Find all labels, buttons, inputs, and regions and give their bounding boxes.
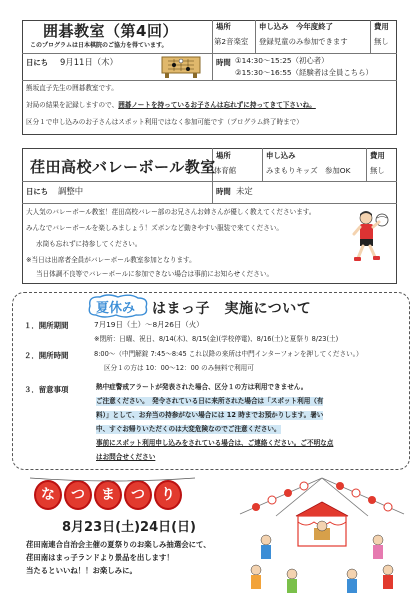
- matsuri-date: 8月23日(土)24日(日): [62, 520, 196, 535]
- go-class-subtitle: このプログラムは日本棋院のご協力を得ています。: [30, 42, 168, 49]
- summer-section-3-line-1: 熱中症警戒アラートが発表された場合、区分１の方は利用できません。: [96, 383, 308, 391]
- summer-section-3-label: ３．留意事項: [24, 385, 69, 394]
- volleyball-time-label: 時間: [216, 187, 231, 196]
- go-note-2: 対局の結果を記録しますので、囲碁ノートを持っているお子さんは忘れずに持ってきて下さいね。: [26, 101, 316, 109]
- go-board-illustration: [160, 55, 202, 79]
- volleyball-fee-label: 費用: [370, 151, 385, 160]
- volleyball-fee-value: 無し: [370, 166, 385, 175]
- go-place-label: 場所: [216, 22, 231, 31]
- volleyball-date-label: 日にち: [26, 187, 49, 196]
- go-fee-label: 費用: [374, 22, 389, 31]
- festival-illustration: [236, 474, 408, 598]
- summer-section-3-line-3: 料）」として、お弁当の持参がない場合には 12 時までお預かりします。暑い: [96, 411, 324, 419]
- go-fee-value: 無し: [374, 37, 389, 46]
- volleyball-note-1: 大人気のバレーボール教室！荏田高校バレー部のお兄さんお姉さんが優しく教えてくださいます。: [26, 208, 316, 216]
- summer-section-3-line-2: ご注意ください。 発令されている日に来所された場合は「スポット利用（有: [96, 397, 324, 405]
- matsuri-lantern-3: ま: [94, 480, 122, 510]
- matsuri-line-3: 当たるといいね！！お楽しみに。: [26, 566, 137, 575]
- volleyball-note-2: みんなでバレーボールを楽しみましょう！ズボンなど動きやすい服装で来てください。: [26, 224, 284, 232]
- go-date-label: 日にち: [26, 58, 49, 67]
- go-note-1: 熊坂直子先生の囲碁教室です。: [26, 84, 118, 92]
- volleyball-apply-value: みまもりキッズ 参加OK: [266, 166, 351, 175]
- summer-section-3-line-4: 中、すぐお帰りいただくのは大変危険なのでご注意ください。: [96, 425, 281, 433]
- summer-section-2-label: ２．開所時間: [24, 351, 69, 360]
- matsuri-lantern-4: つ: [124, 480, 152, 510]
- volleyball-player-illustration: [348, 206, 398, 264]
- go-date-value: 9月11日（木）: [60, 57, 118, 67]
- summer-section-2-note: 区分１の方は 10：00～12：00 のみ無料で利用可: [104, 364, 254, 372]
- volleyball-title: 荏田高校バレーボール教室: [30, 158, 216, 176]
- go-note-3: 区分１で申し込みのお子さんはスポット利用ではなく参加可能です（プログラム終了時まで）: [26, 118, 303, 126]
- lantern-string: [30, 476, 195, 484]
- matsuri-lantern-2: つ: [64, 480, 92, 510]
- matsuri-lantern-5: り: [154, 480, 182, 510]
- volleyball-note-5: 当日体調不良等でバレーボールに参加できない場合は事前にお知らせください。: [36, 270, 274, 278]
- volleyball-date-value: 調整中: [58, 186, 84, 196]
- matsuri-line-2: 荏田南はまっ子ランドより景品を出します！: [26, 553, 174, 562]
- go-apply-value: 登録児童のみ参加できます: [259, 37, 348, 46]
- summer-section-3-line-6: はお問合せください: [96, 453, 156, 461]
- go-time-slot-1: ①14:30～15:25（初心者）: [235, 56, 329, 65]
- summer-section-3-line-5: 事前にスポット利用申し込みをされている場合は、ご連絡ください。ご不明な点: [96, 439, 334, 447]
- summer-section-1-note: ※閉所：日曜、祝日、8/14(木)、8/15(金)(学校停電)、8/16(土)と夏祭り 8/23(土): [94, 335, 339, 343]
- summer-section-2-value: 8:00～（中門解錠 7:45～8:45 これ以降の来所は中門インターフォンを押してください。）: [94, 350, 363, 358]
- matsuri-lantern-1: な: [34, 480, 62, 510]
- volleyball-time-value: 未定: [236, 186, 253, 196]
- volleyball-place-value: 体育館: [214, 166, 237, 175]
- go-class-title: 囲碁教室（第4回）: [43, 22, 178, 40]
- go-place-value: 第2音楽室: [214, 37, 249, 46]
- matsuri-line-1: 荏田南連合自治会主催の夏祭りのお楽しみ抽選会にて、: [26, 540, 211, 549]
- go-apply-label: 申し込み 今年度終了: [259, 22, 333, 31]
- go-time-label: 時間: [216, 58, 231, 67]
- volleyball-place-label: 場所: [216, 151, 231, 160]
- volleyball-note-3: 水筒も忘れずに持参してください。: [36, 240, 142, 248]
- go-time-slot-2: ②15:30～16:55（経験者は全員こちら）: [235, 68, 373, 77]
- volleyball-note-4: ※当日は出席者全員がバレーボール教室参加となります。: [26, 256, 196, 264]
- summer-title: はまっ子 実施について: [152, 301, 312, 317]
- summer-badge-text: 夏休み: [96, 301, 136, 316]
- volleyball-apply-label: 申し込み: [266, 151, 296, 160]
- summer-section-1-value: 7月19日（土）～8月26日（火）: [94, 320, 204, 329]
- summer-section-1-label: １．開所期間: [24, 321, 69, 330]
